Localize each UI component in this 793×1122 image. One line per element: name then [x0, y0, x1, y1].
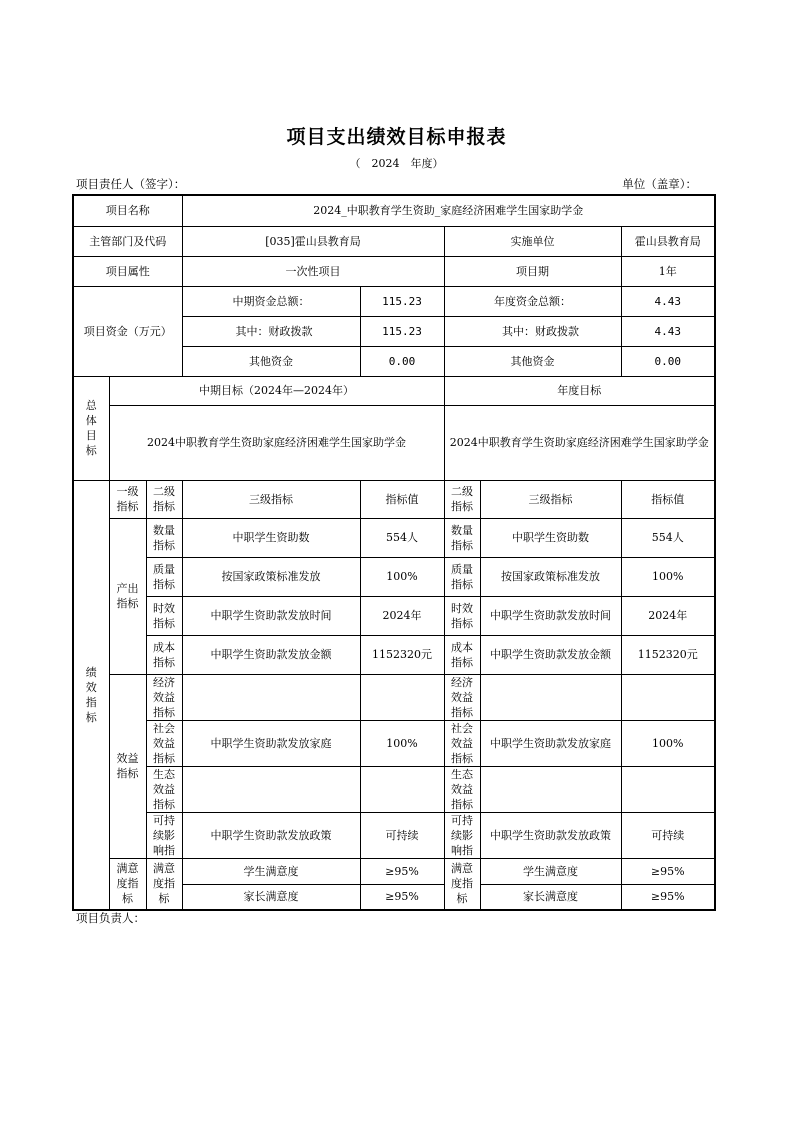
level3-cell: 中职学生资助款发放金额	[182, 635, 360, 674]
level2-header-b: 二级指标	[444, 480, 480, 518]
table-row	[73, 720, 715, 766]
level2-cell: 成本指标	[146, 635, 182, 674]
level3-cell-b: 中职学生资助数	[480, 518, 621, 557]
annual-fiscal-label: 其中：财政拨款	[444, 316, 621, 346]
footer-label: 项目负责人：	[76, 911, 145, 925]
level2-cell: 经济效益指标	[146, 674, 182, 720]
value-cell	[360, 766, 444, 812]
level2-cell-b: 经济效益指标	[444, 674, 480, 720]
mid-goal-text: 2024中职教育学生资助家庭经济困难学生国家助学金	[109, 405, 444, 480]
mid-total-label: 中期资金总额：	[182, 286, 360, 316]
table-row	[73, 858, 715, 884]
level2-cell: 社会效益指标	[146, 720, 182, 766]
level3-cell-b: 家长满意度	[480, 884, 621, 910]
level3-cell: 中职学生资助款发放时间	[182, 596, 360, 635]
level3-cell: 学生满意度	[182, 858, 360, 884]
page-title: 项目支出绩效目标申报表	[286, 126, 507, 148]
level2-cell: 生态效益指标	[146, 766, 182, 812]
row-perf-header	[73, 480, 715, 518]
value-cell-b: ≥95%	[621, 858, 715, 884]
value-header-b: 指标值	[621, 480, 715, 518]
mid-other-label: 其他资金	[182, 346, 360, 376]
mid-total-value: 115.23	[360, 286, 444, 316]
level1-header: 一级指标	[109, 480, 146, 518]
value-cell-b: 100%	[621, 720, 715, 766]
value-cell: 100%	[360, 720, 444, 766]
value-cell: ≥95%	[360, 884, 444, 910]
output-label: 产出指标	[109, 518, 146, 674]
level2-cell-b: 数量指标	[444, 518, 480, 557]
annual-total-label: 年度资金总额：	[444, 286, 621, 316]
table-row	[73, 596, 715, 635]
value-cell: 1152320元	[360, 635, 444, 674]
value-cell: 2024年	[360, 596, 444, 635]
level3-cell-b	[480, 766, 621, 812]
level3-cell	[182, 674, 360, 720]
level3-cell-b: 学生满意度	[480, 858, 621, 884]
benefit-label: 效益指标	[109, 674, 146, 858]
row-project-name	[73, 195, 715, 226]
level3-cell-b: 中职学生资助款发放政策	[480, 812, 621, 858]
annual-fiscal-value: 4.43	[621, 316, 715, 346]
attr-value: 一次性项目	[182, 256, 444, 286]
value-cell-b: ≥95%	[621, 884, 715, 910]
level2-cell-b: 社会效益指标	[444, 720, 480, 766]
responsible-label: 项目责任人（签字）：	[76, 177, 186, 191]
value-cell: 100%	[360, 557, 444, 596]
dept-label: 主管部门及代码	[73, 226, 182, 256]
value-header: 指标值	[360, 480, 444, 518]
level3-cell-b: 中职学生资助款发放金额	[480, 635, 621, 674]
table-row	[73, 557, 715, 596]
level2-cell: 时效指标	[146, 596, 182, 635]
table-row	[73, 635, 715, 674]
level3-header-b: 三级指标	[480, 480, 621, 518]
year-line: （ 2024 年度）	[349, 157, 444, 170]
level3-cell: 中职学生资助数	[182, 518, 360, 557]
level2-cell-b: 成本指标	[444, 635, 480, 674]
project-name-value: 2024_中职教育学生资助_家庭经济困难学生国家助学金	[182, 195, 715, 226]
goals-label: 总体目标	[73, 376, 109, 480]
level2-cell-b: 时效指标	[444, 596, 480, 635]
annual-goal-header: 年度目标	[444, 376, 715, 405]
value-cell: 554人	[360, 518, 444, 557]
annual-other-label: 其他资金	[444, 346, 621, 376]
table-row	[73, 674, 715, 720]
value-cell-b	[621, 766, 715, 812]
attr-label: 项目属性	[73, 256, 182, 286]
level3-cell: 中职学生资助款发放政策	[182, 812, 360, 858]
row-goals-text	[73, 405, 715, 480]
performance-table	[72, 194, 716, 911]
satisfaction-label: 满意度指标	[109, 858, 146, 910]
level3-cell: 家长满意度	[182, 884, 360, 910]
level3-cell-b: 中职学生资助款发放时间	[480, 596, 621, 635]
mid-other-value: 0.00	[360, 346, 444, 376]
value-cell-b: 100%	[621, 557, 715, 596]
perf-label: 绩效指标	[73, 480, 109, 910]
value-cell	[360, 674, 444, 720]
level2-cell-b: 可持续影响指	[444, 812, 480, 858]
annual-other-value: 0.00	[621, 346, 715, 376]
table-row	[73, 518, 715, 557]
annual-total-value: 4.43	[621, 286, 715, 316]
level2-cell-b: 质量指标	[444, 557, 480, 596]
level3-cell: 按国家政策标准发放	[182, 557, 360, 596]
period-label: 项目期	[444, 256, 621, 286]
value-cell-b: 554人	[621, 518, 715, 557]
value-cell-b: 2024年	[621, 596, 715, 635]
level2-cell: 可持续影响指	[146, 812, 182, 858]
impl-label: 实施单位	[444, 226, 621, 256]
dept-value: [035]霍山县教育局	[182, 226, 444, 256]
level2-cell: 数量指标	[146, 518, 182, 557]
row-dept	[73, 226, 715, 256]
mid-goal-header: 中期目标（2024年—2024年）	[109, 376, 444, 405]
level2-cell: 满意度指标	[146, 858, 182, 910]
value-cell: ≥95%	[360, 858, 444, 884]
level2-header: 二级指标	[146, 480, 182, 518]
impl-value: 霍山县教育局	[621, 226, 715, 256]
level2-cell: 质量指标	[146, 557, 182, 596]
level3-cell: 中职学生资助款发放家庭	[182, 720, 360, 766]
level2-cell-b: 满意度指标	[444, 858, 480, 910]
table-row	[73, 812, 715, 858]
project-name-label: 项目名称	[73, 195, 182, 226]
row-goals-header	[73, 376, 715, 405]
mid-fiscal-value: 115.23	[360, 316, 444, 346]
level2-cell-b: 生态效益指标	[444, 766, 480, 812]
value-cell-b: 1152320元	[621, 635, 715, 674]
level3-header: 三级指标	[182, 480, 360, 518]
table-row	[73, 766, 715, 812]
value-cell-b	[621, 674, 715, 720]
level3-cell-b: 中职学生资助款发放家庭	[480, 720, 621, 766]
mid-fiscal-label: 其中：财政拨款	[182, 316, 360, 346]
annual-goal-text: 2024中职教育学生资助家庭经济困难学生国家助学金	[444, 405, 715, 480]
unit-label: 单位（盖章）：	[622, 177, 697, 191]
period-value: 1年	[621, 256, 715, 286]
value-cell: 可持续	[360, 812, 444, 858]
row-funds-total	[73, 286, 715, 316]
row-attr	[73, 256, 715, 286]
funds-label: 项目资金（万元）	[73, 286, 182, 376]
level3-cell-b	[480, 674, 621, 720]
level3-cell-b: 按国家政策标准发放	[480, 557, 621, 596]
level3-cell	[182, 766, 360, 812]
value-cell-b: 可持续	[621, 812, 715, 858]
